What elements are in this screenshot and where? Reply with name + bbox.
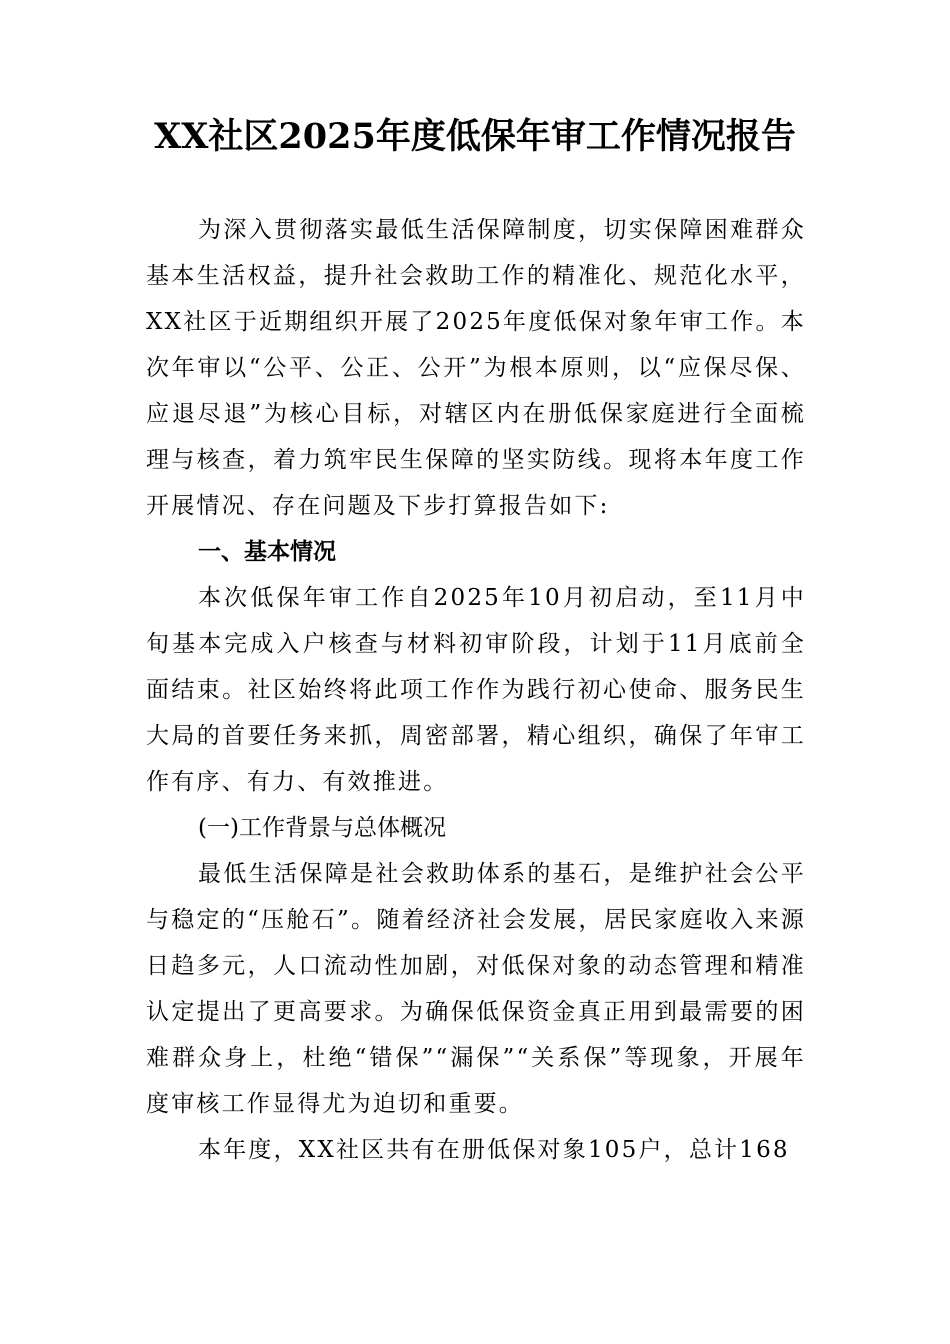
background-paragraph: 最低生活保障是社会救助体系的基石，是维护社会公平与稳定的“压舱石”。随着经济社会发展，居民家庭收入来源日趋多元，人口流动性加剧，对低保对象的动态管理和精准认定提出了更高要求。为确保低保资金真正用到最需要的困难群众身上，杜绝“错保”“漏保”“关系保”等现象，开展年度审核工作显得尤为迫切和重要。 — [146, 861, 806, 1117]
section-heading: 一、基本情况 — [198, 539, 336, 565]
document-title: XX社区2025年度低保年审工作情况报告 — [154, 116, 796, 157]
basic-situation-paragraph: 本次低保年审工作自2025年10月初启动，至11月中旬基本完成入户核查与材料初审阶段，计划于11月底前全面结束。社区始终将此项工作作为践行初心使命、服务民生大局的首要任务来抓，周密部署，精心组织，确保了年审工作有序、有力、有效推进。 — [146, 585, 806, 795]
document-body — [146, 207, 806, 1173]
statistics-paragraph: 本年度，XX社区共有在册低保对象105户，总计168 — [198, 1137, 790, 1163]
subsection-heading: (一)工作背景与总体概况 — [198, 815, 446, 841]
intro-paragraph: 为深入贯彻落实最低生活保障制度，切实保障困难群众基本生活权益，提升社会救助工作的精准化、规范化水平，XX社区于近期组织开展了2025年度低保对象年审工作。本次年审以“公平、公正、公开”为根本原则，以“应保尽保、应退尽退”为核心目标，对辖区内在册低保家庭进行全面梳理与核查，着力筑牢民生保障的坚实防线。现将本年度工作开展情况、存在问题及下步打算报告如下: — [146, 217, 806, 519]
